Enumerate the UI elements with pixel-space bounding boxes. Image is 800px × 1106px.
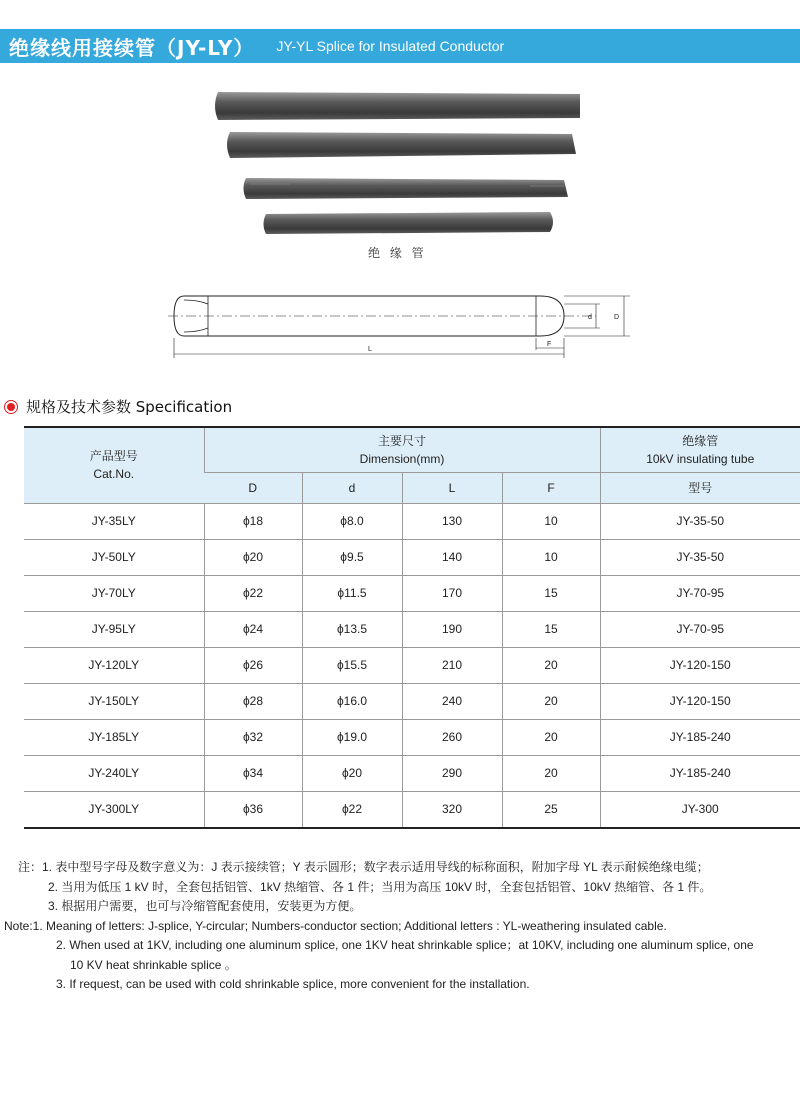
header-D: D (204, 472, 302, 503)
table-row (24, 791, 800, 828)
table-row (24, 539, 800, 575)
cell-cat: JY-120LY (24, 647, 204, 683)
header-dimension: 主要尺寸 Dimension(mm) (204, 427, 600, 472)
cell-cat: JY-185LY (24, 719, 204, 755)
cell-d: ϕ8.0 (302, 503, 402, 539)
cell-D: ϕ22 (204, 575, 302, 611)
table-row (24, 719, 800, 755)
splice-dimension-drawing (160, 286, 640, 366)
photo-caption: 绝 缘 管 (368, 246, 427, 260)
header-insulating-tube: 绝缘管 10kV insulating tube (600, 427, 800, 472)
cell-d: ϕ19.0 (302, 719, 402, 755)
cell-tube: JY-300 (600, 791, 800, 828)
title-banner (0, 29, 800, 63)
table-row (24, 683, 800, 719)
cell-L: 170 (402, 575, 502, 611)
spec-table (24, 426, 800, 829)
cell-cat: JY-50LY (24, 539, 204, 575)
cell-F: 25 (502, 791, 600, 828)
table-row (24, 647, 800, 683)
cell-tube: JY-185-240 (600, 755, 800, 791)
cell-D: ϕ20 (204, 539, 302, 575)
cell-tube: JY-120-150 (600, 647, 800, 683)
note-cn-1: 注：1. 表中型号字母及数字意义为：J 表示接续管；Y 表示圆形；数字表示适用导线的标称面积，附加字母 YL 表示耐候绝缘电缆； (18, 860, 709, 874)
cell-F: 20 (502, 755, 600, 791)
cell-tube: JY-120-150 (600, 683, 800, 719)
cell-L: 290 (402, 755, 502, 791)
cell-cat: JY-35LY (24, 503, 204, 539)
note-en-3: 3. If request, can be used with cold shrinkable splice, more convenient for the installation. (56, 977, 530, 991)
table-row (24, 755, 800, 791)
cell-cat: JY-70LY (24, 575, 204, 611)
cell-F: 15 (502, 611, 600, 647)
cell-d: ϕ22 (302, 791, 402, 828)
table-row (24, 503, 800, 539)
table-row (24, 575, 800, 611)
note-cn-3: 3. 根据用户需要，也可与冷缩管配套使用，安装更为方便。 (48, 899, 362, 913)
section-title: 规格及技术参数 Specification (26, 398, 233, 416)
cell-L: 260 (402, 719, 502, 755)
cell-d: ϕ15.5 (302, 647, 402, 683)
label-F: F (547, 341, 552, 348)
header-d: d (302, 472, 402, 503)
note-en-2: 2. When used at 1KV, including one aluminum splice, one 1KV heat shrinkable splice；at 10KV, including one aluminum splice, one (56, 938, 754, 952)
cell-tube: JY-70-95 (600, 611, 800, 647)
cell-L: 130 (402, 503, 502, 539)
header-model: 型号 (600, 472, 800, 503)
cell-L: 240 (402, 683, 502, 719)
cell-D: ϕ26 (204, 647, 302, 683)
cell-F: 20 (502, 647, 600, 683)
note-en-1: Note:1. Meaning of letters: J-splice, Y-circular; Numbers-conductor section; Additional letters : YL-weathering insulated cable. (4, 918, 667, 933)
cell-cat: JY-150LY (24, 683, 204, 719)
cell-tube: JY-70-95 (600, 575, 800, 611)
cell-cat: JY-240LY (24, 755, 204, 791)
table-row (24, 611, 800, 647)
red-bullet-icon (4, 400, 18, 414)
cell-d: ϕ20 (302, 755, 402, 791)
label-D: D (614, 314, 620, 321)
cell-F: 20 (502, 683, 600, 719)
header-cat-no: 产品型号 Cat.No. (24, 427, 204, 503)
cell-F: 20 (502, 719, 600, 755)
cell-D: ϕ18 (204, 503, 302, 539)
notes (4, 858, 800, 995)
cell-L: 190 (402, 611, 502, 647)
cell-tube: JY-35-50 (600, 503, 800, 539)
section-heading (4, 396, 232, 417)
note-cn-2: 2. 当用为低压 1 kV 时，全套包括铝管、1kV 热缩管、各 1 件；当用为高压 10kV 时，全套包括铝管、10kV 热缩管、各 1 件。 (48, 879, 712, 894)
cell-d: ϕ13.5 (302, 611, 402, 647)
cell-L: 210 (402, 647, 502, 683)
cell-D: ϕ36 (204, 791, 302, 828)
page-subtitle: JY-YL Splice for Insulated Conductor (276, 38, 505, 54)
tube-2 (227, 132, 576, 158)
note-en-2b: 10 KV heat shrinkable splice 。 (70, 957, 237, 972)
cell-d: ϕ11.5 (302, 575, 402, 611)
cell-cat: JY-300LY (24, 791, 204, 828)
insulating-tubes-photo (210, 80, 590, 240)
tube-1 (215, 92, 580, 120)
cell-d: ϕ9.5 (302, 539, 402, 575)
cell-d: ϕ16.0 (302, 683, 402, 719)
cell-D: ϕ28 (204, 683, 302, 719)
tube-4 (264, 212, 554, 234)
cell-F: 10 (502, 539, 600, 575)
header-F: F (502, 472, 600, 503)
cell-L: 320 (402, 791, 502, 828)
cell-cat: JY-95LY (24, 611, 204, 647)
cell-L: 140 (402, 539, 502, 575)
cell-tube: JY-35-50 (600, 539, 800, 575)
cell-F: 10 (502, 503, 600, 539)
tube-3 (244, 178, 569, 199)
cell-tube: JY-185-240 (600, 719, 800, 755)
cell-D: ϕ32 (204, 719, 302, 755)
cell-D: ϕ34 (204, 755, 302, 791)
label-d: d (588, 314, 592, 321)
cell-D: ϕ24 (204, 611, 302, 647)
page-title: 绝缘线用接续管（JY-LY） (9, 35, 255, 60)
label-L: L (368, 346, 372, 353)
header-L: L (402, 472, 502, 503)
cell-F: 15 (502, 575, 600, 611)
